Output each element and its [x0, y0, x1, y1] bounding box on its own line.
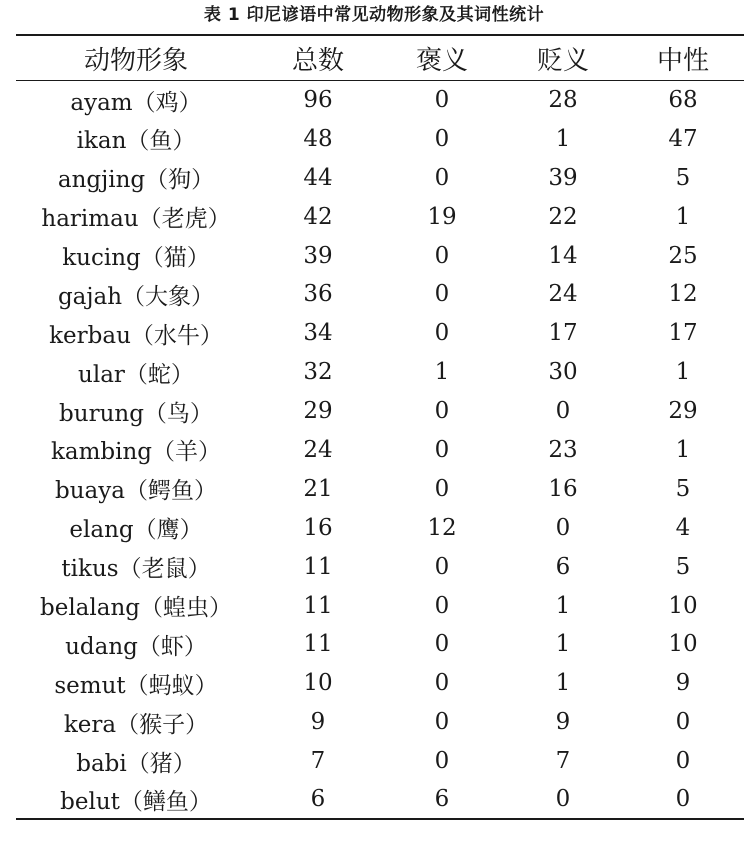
table-row [16, 742, 744, 781]
cell-neutral: 17 [668, 320, 698, 347]
table-row [16, 703, 744, 742]
table-row [16, 236, 744, 275]
cell-total: 11 [303, 592, 333, 619]
cell-animal: harimau（老虎） [41, 206, 231, 233]
cell-animal: ular（蛇） [78, 361, 194, 388]
cell-animal: tikus（老鼠） [61, 556, 211, 583]
table-row [16, 353, 744, 392]
cell-neutral: 4 [675, 514, 691, 541]
cell-positive: 0 [434, 281, 450, 308]
cell-total: 6 [310, 786, 326, 813]
cell-positive: 0 [434, 320, 450, 347]
cell-negative: 16 [548, 475, 578, 502]
column-header-total: 总数 [291, 45, 344, 76]
cell-animal: babi（猪） [76, 750, 196, 777]
cell-total: 36 [303, 281, 333, 308]
cell-total: 21 [303, 475, 333, 502]
table-row [16, 197, 744, 236]
cell-total: 32 [303, 359, 333, 386]
cell-negative: 1 [555, 631, 571, 658]
cell-neutral: 0 [675, 748, 691, 775]
cell-neutral: 12 [668, 281, 698, 308]
cell-total: 42 [303, 203, 333, 230]
cell-positive: 0 [434, 631, 450, 658]
cell-animal: buaya（鳄鱼） [55, 478, 217, 505]
cell-negative: 6 [555, 553, 571, 580]
cell-negative: 22 [548, 203, 578, 230]
cell-negative: 28 [548, 87, 578, 114]
cell-neutral: 5 [675, 164, 691, 191]
cell-neutral: 5 [675, 475, 691, 502]
cell-animal: angjing（狗） [57, 167, 215, 194]
cell-positive: 0 [434, 164, 450, 191]
cell-positive: 0 [434, 398, 450, 425]
table-row [16, 625, 744, 664]
table-row [16, 664, 744, 703]
cell-total: 10 [303, 670, 333, 697]
animal-image-table [16, 34, 744, 820]
cell-total: 44 [303, 164, 333, 191]
cell-animal: gajah（大象） [57, 283, 215, 310]
cell-positive: 0 [434, 242, 450, 269]
cell-neutral: 25 [668, 242, 698, 269]
cell-neutral: 68 [668, 87, 698, 114]
cell-positive: 0 [434, 748, 450, 775]
cell-neutral: 0 [675, 786, 691, 813]
cell-positive: 19 [427, 203, 457, 230]
cell-negative: 7 [555, 748, 571, 775]
cell-negative: 24 [548, 281, 578, 308]
cell-negative: 1 [555, 125, 571, 152]
table-row [16, 314, 744, 353]
cell-total: 48 [303, 125, 333, 152]
cell-negative: 9 [555, 709, 571, 736]
table-row [16, 508, 744, 547]
cell-total: 39 [303, 242, 333, 269]
cell-animal: kerbau（水牛） [49, 322, 223, 349]
table-row [16, 119, 744, 158]
cell-animal: belut（鳝鱼） [60, 788, 212, 815]
cell-positive: 0 [434, 592, 450, 619]
cell-total: 7 [310, 748, 326, 775]
header-row [16, 35, 744, 81]
cell-positive: 12 [427, 514, 457, 541]
cell-positive: 0 [434, 670, 450, 697]
cell-neutral: 5 [675, 553, 691, 580]
cell-negative: 0 [555, 398, 571, 425]
column-header-animal: 动物形象 [83, 45, 188, 76]
cell-total: 9 [310, 709, 326, 736]
table-row [16, 547, 744, 586]
cell-animal: udang（虾） [65, 633, 207, 660]
table-row [16, 81, 744, 120]
cell-negative: 17 [548, 320, 578, 347]
cell-animal: elang（鹰） [69, 517, 203, 544]
cell-neutral: 1 [675, 203, 691, 230]
cell-negative: 30 [548, 359, 578, 386]
cell-animal: kambing（羊） [50, 439, 222, 466]
cell-negative: 0 [555, 514, 571, 541]
cell-neutral: 1 [675, 359, 691, 386]
cell-neutral: 10 [668, 631, 698, 658]
cell-animal: ayam（鸡） [70, 89, 202, 116]
cell-total: 16 [303, 514, 333, 541]
cell-positive: 0 [434, 475, 450, 502]
cell-positive: 0 [434, 436, 450, 463]
table-caption: 表 1 印尼谚语中常见动物形象及其词性统计 [203, 5, 545, 25]
column-header-negative: 贬义 [536, 45, 589, 76]
cell-total: 29 [303, 398, 333, 425]
cell-positive: 0 [434, 125, 450, 152]
cell-negative: 1 [555, 592, 571, 619]
cell-neutral: 29 [668, 398, 698, 425]
cell-negative: 23 [548, 436, 578, 463]
table-container [16, 34, 744, 820]
table-row [16, 586, 744, 625]
table-row [16, 431, 744, 470]
cell-neutral: 47 [668, 125, 698, 152]
table-row [16, 469, 744, 508]
cell-neutral: 10 [668, 592, 698, 619]
cell-positive: 0 [434, 553, 450, 580]
cell-animal: kucing（猫） [62, 245, 210, 271]
cell-neutral: 0 [675, 709, 691, 736]
cell-total: 24 [303, 436, 333, 463]
column-header-neutral: 中性 [656, 45, 709, 76]
table-row [16, 158, 744, 197]
cell-negative: 0 [555, 786, 571, 813]
cell-animal: burung（鸟） [59, 400, 213, 427]
cell-positive: 0 [434, 709, 450, 736]
cell-negative: 14 [548, 242, 578, 269]
cell-neutral: 1 [675, 436, 691, 463]
cell-total: 96 [303, 87, 333, 114]
cell-animal: semut（蚂蚁） [54, 672, 218, 699]
cell-negative: 1 [555, 670, 571, 697]
cell-total: 11 [303, 631, 333, 658]
table-body [16, 81, 744, 820]
cell-total: 34 [303, 320, 333, 347]
cell-positive: 6 [434, 786, 450, 813]
cell-animal: ikan（鱼） [76, 128, 196, 155]
cell-total: 11 [303, 553, 333, 580]
table-row [16, 275, 744, 314]
table-row [16, 392, 744, 431]
column-header-positive: 褒义 [415, 45, 468, 76]
cell-animal: kera（猴子） [63, 711, 209, 738]
cell-animal: belalang（蝗虫） [39, 595, 232, 622]
cell-negative: 39 [548, 164, 578, 191]
cell-positive: 1 [434, 359, 450, 386]
cell-neutral: 9 [675, 670, 691, 697]
table-row [16, 781, 744, 820]
cell-positive: 0 [434, 87, 450, 114]
